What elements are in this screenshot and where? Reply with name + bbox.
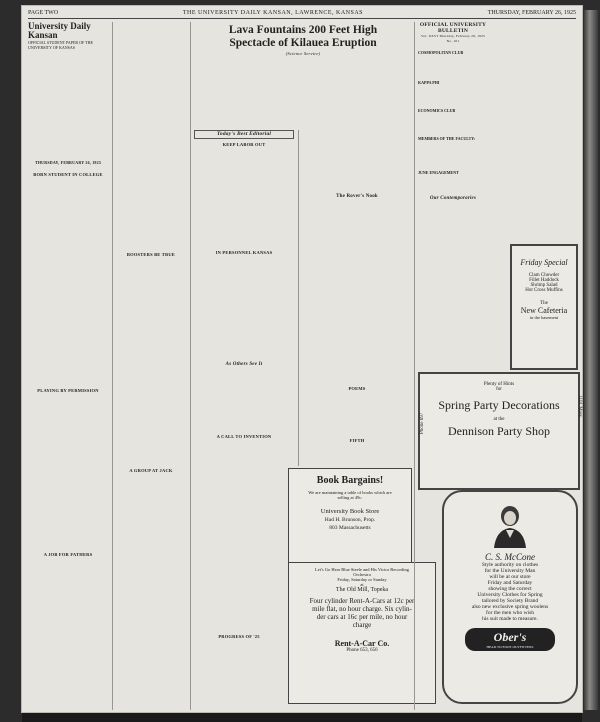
dennison-phone: Phone 697 <box>420 412 425 434</box>
bulletin-h2: KAPPA PHI <box>418 80 440 85</box>
col1-heading-2: PLAYING BY PERMISSION <box>37 388 99 393</box>
mccone-line-2: Style authority on clothes <box>481 562 539 568</box>
col2-article-2 <box>116 262 186 462</box>
col2-article-3 <box>116 478 186 710</box>
contemporaries-text <box>418 206 488 370</box>
page-header <box>28 8 576 19</box>
friday-line-3: Fillet Haddock <box>529 278 559 283</box>
obers-logo-text: Ober's <box>493 630 527 644</box>
date-line: THURSDAY, FEBRUARY 26, 1925 <box>34 160 102 165</box>
book-ad-line-3: selling at 49c. <box>337 495 363 500</box>
dennison-line-1: Plenty of Hints <box>483 382 515 387</box>
column-4 <box>302 130 412 466</box>
col3-bottom-article-2 <box>194 642 284 702</box>
book-ad-line-2: We are maintaining a table of books which are <box>308 490 392 495</box>
contemporaries-heading: Our Contemporaries <box>429 196 477 201</box>
editorial-heading-2: IN PERSONNEL KANSAS <box>215 250 273 255</box>
column-3 <box>194 130 294 510</box>
rovers-article <box>302 202 412 382</box>
friday-special-ad <box>510 244 578 370</box>
mccone-name: C. S. McCone <box>485 552 535 562</box>
friday-line-5: Hot Cross Muffins <box>525 288 563 293</box>
rentacar-line-9: charge <box>352 621 372 629</box>
dennison-ad <box>418 372 580 490</box>
column-rule <box>414 22 415 710</box>
obers-logo-sub: HEAD TO FOOT OUTFITTERS <box>486 645 534 649</box>
bulletin-h3: ECONOMICS CLUB <box>418 108 456 113</box>
dennison-line-4: at the <box>493 417 505 422</box>
dennison-line-2: for <box>496 387 502 392</box>
column-rule <box>112 22 113 710</box>
rentacar-line-6: Four cylinder Rent-A-Cars at 12c per <box>309 597 415 605</box>
editorial-heading-5: PROGRESS OF '25 <box>218 634 260 639</box>
mccone-line-7: University Clothes for Spring <box>477 592 543 598</box>
col2-article-1 <box>116 22 186 248</box>
col2-heading-1: BOOSTERS BE TRUE <box>126 252 176 257</box>
lava-article <box>194 58 412 126</box>
col3-bottom-article <box>194 512 284 630</box>
col1-article-3 <box>28 562 108 710</box>
col4-article-2 <box>302 446 412 466</box>
col2-heading-2: A GROUP AT JACK <box>129 468 173 473</box>
paper-title-line: THE UNIVERSITY DAILY KANSAN, LAWRENCE, KANSAS <box>182 10 363 16</box>
poems-heading: POEMS <box>348 386 366 391</box>
dennison-headline: Spring Party Decorations <box>438 398 560 412</box>
lava-credit: (Science Service) <box>285 51 321 56</box>
col4-article-1 <box>302 130 412 190</box>
issue-date: THURSDAY, FEBRUARY 26, 1925 <box>487 10 576 16</box>
col1-article-2 <box>28 398 108 548</box>
rentacar-line-5: The Old Mill, Topeka <box>335 587 389 593</box>
binding-edge <box>584 10 598 710</box>
rentacar-company: Rent-A-Car Co. <box>334 639 390 648</box>
friday-line-1: Friday Special <box>520 258 568 267</box>
rentacar-line-2: Orchestra <box>353 572 371 577</box>
editorial-article-3 <box>194 370 294 430</box>
lava-headline-1: Lava Fountains 200 Feet High <box>228 24 378 36</box>
dennison-shop-name: Dennison Party Shop <box>448 424 550 438</box>
friday-line-4: Shrimp Salad <box>530 283 558 288</box>
friday-line-8: in the basement <box>529 315 559 320</box>
bulletin-sub: Vol. XXVI Thursday, February 26, 1925 No. 101 <box>420 34 485 43</box>
column-rule <box>190 22 191 710</box>
bulletin-h4: MEMBERS OF THE FACULTY: <box>418 136 476 141</box>
mccone-line-9: also new exclusive spring woolens <box>471 604 549 610</box>
newspaper-page <box>22 6 582 712</box>
bulletin-text-4 <box>418 142 488 170</box>
page-number: PAGE TWO <box>28 10 59 16</box>
bulletin-h5: JUNE ENGAGEMENT <box>418 170 459 175</box>
editorial-heading-3: As Others See It <box>225 362 263 367</box>
mccone-line-10: for the men who wish <box>486 610 534 616</box>
mccone-line-4: will be at our store <box>489 574 531 580</box>
lava-headline-2: Spectacle of Kilauea Eruption <box>229 37 377 49</box>
mccone-line-11: his suit made to measure. <box>482 616 538 622</box>
book-bargains-ad <box>288 468 412 570</box>
bottom-shadow <box>22 712 582 722</box>
rentacar-phone: Phone 653, 656 <box>346 648 378 653</box>
obers-logo <box>465 628 555 651</box>
mccone-line-8: tailored by Society Brand <box>481 598 539 604</box>
rentacar-line-1: Let's Go Hear Blue Steele and His Victor Recording <box>315 567 409 572</box>
editorial-heading-1: KEEP LABOR OUT <box>222 142 266 147</box>
bulletin-text-2 <box>418 86 488 108</box>
masthead-title: University Daily Kansan <box>28 21 91 40</box>
col1-heading-1: BORN STUDENT IN COLLEGE <box>33 172 103 177</box>
bulletin-title: OFFICIAL UNIVERSITY BULLETIN <box>419 22 487 34</box>
dennison-address: 1101 Mass. <box>577 395 582 418</box>
book-ad-proprietor: Had H. Brunson, Prop. <box>324 517 376 523</box>
rovers-heading: The Rover's Nook <box>336 194 378 199</box>
editorial-article-1 <box>194 150 294 248</box>
fifth-heading: FIFTH <box>349 438 365 443</box>
bulletin-column-2 <box>492 22 576 140</box>
column-2 <box>116 22 186 710</box>
column-3-bottom <box>194 512 284 702</box>
masthead-subtitle: OFFICIAL STUDENT PAPER OF THE UNIVERSITY OF KANSAS <box>28 40 93 50</box>
portrait-illustration <box>490 502 530 548</box>
col1-article-1 <box>28 182 108 382</box>
col1-heading-3: A JOB FOR FATHERS <box>43 552 93 557</box>
book-ad-headline: Book Bargains! <box>316 475 384 486</box>
book-ad-store: University Book Store <box>320 508 380 515</box>
bulletin-h1: COSMOPOLITAN CLUB <box>418 50 464 55</box>
editorial-heading-4: A CALL TO INVENTION <box>216 434 272 439</box>
mccone-line-5: Friday and Saturday <box>487 580 533 586</box>
bulletin-text-3 <box>418 114 488 136</box>
rentacar-line-3: Friday, Saturday or Sunday <box>337 577 387 582</box>
bulletin-text-1 <box>418 56 488 80</box>
poem-text <box>312 394 402 434</box>
friday-line-7: New Cafeteria <box>520 306 568 315</box>
editorial-article-2 <box>194 258 294 358</box>
editorial-title: Today's Best Editorial <box>194 130 294 139</box>
friday-line-2: Clam Chowder <box>528 273 560 278</box>
mccone-line-6: showing the correct <box>488 586 532 592</box>
rentacar-line-7: mile flat, no hour charge. Six cylin- <box>312 605 412 613</box>
col-right-text <box>492 142 576 242</box>
bulletin-text-5 <box>418 176 488 198</box>
column-1 <box>28 22 108 710</box>
rentacar-line-4: at <box>360 582 364 587</box>
mccone-line-3: for the University Man <box>484 568 536 574</box>
column-rule <box>298 130 299 466</box>
staff-box <box>28 44 108 154</box>
friday-line-6: The <box>540 301 548 306</box>
editorial-article-4 <box>194 442 294 510</box>
mccone-ad <box>442 490 578 704</box>
book-ad-address: 803 Massachusetts <box>329 525 371 531</box>
rentacar-line-8: der cars at 16c per mile, no hour <box>316 613 408 621</box>
bulletin-text-6 <box>492 42 576 140</box>
